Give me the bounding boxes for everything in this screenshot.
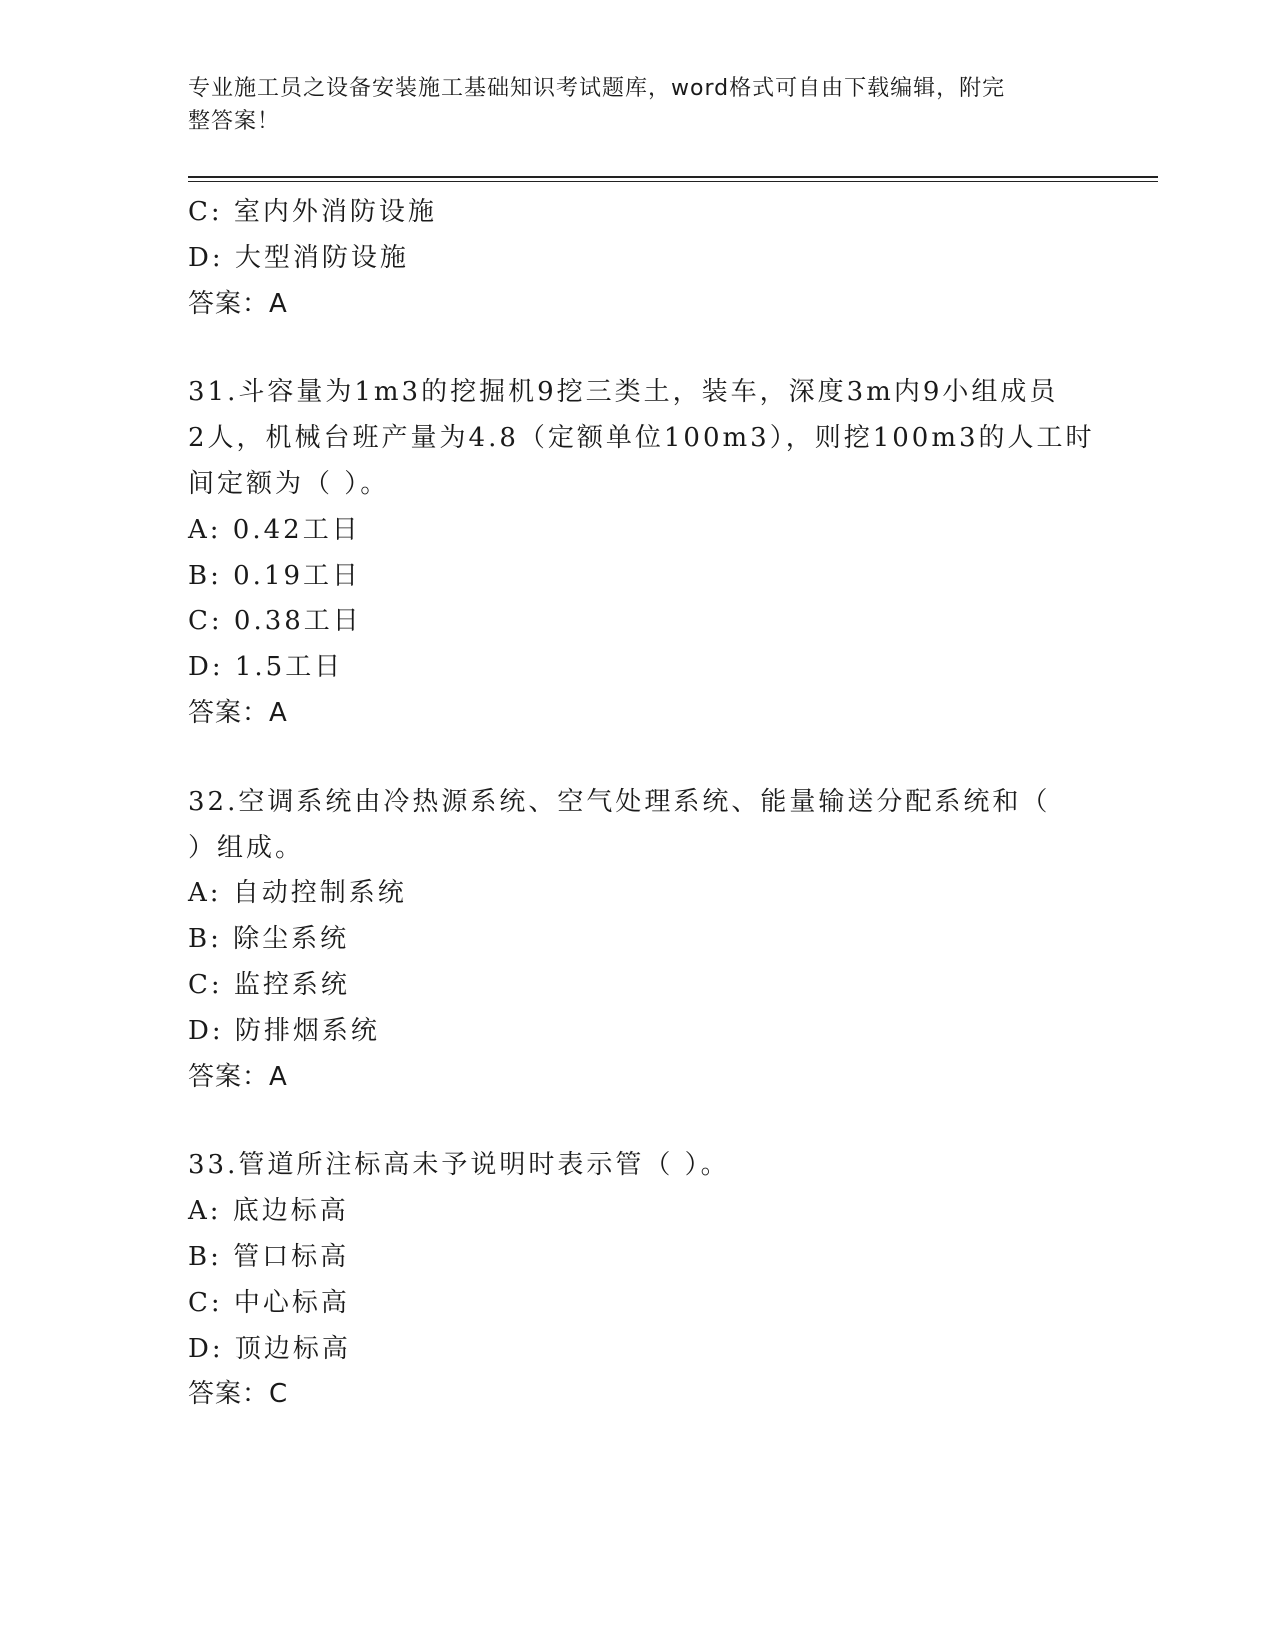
partial-question-block [188,190,1088,327]
header-divider-thick [188,176,1158,178]
option-c: C: 0.38工日 [188,606,362,637]
option-a: A: 自动控制系统 [188,878,407,909]
question-stem-line: 2人，机械台班产量为4.8（定额单位100m3），则挖100m3的人工时 [188,423,1095,454]
question-stem-line: 33.管道所注标高未予说明时表示管（ ）。 [188,1150,730,1181]
spacer [188,1100,1088,1143]
option-a: A: 0.42工日 [188,514,361,545]
question-32-block [188,780,1088,1101]
answer-line: 答案：A [188,288,288,319]
spacer [188,327,1088,370]
question-stem-line: 31.斗容量为1m3的挖掘机9挖三类土，装车，深度3m内9小组成员 [188,377,1059,408]
spacer [188,737,1088,780]
answer-line: 答案：A [188,697,288,728]
question-33-block [188,1143,1088,1418]
page-header [188,72,1068,138]
option-c: C: 监控系统 [188,969,350,1000]
option-b: B: 管口标高 [188,1241,350,1272]
question-31-block [188,370,1095,736]
option-d: D: 顶边标高 [188,1333,351,1364]
question-content [188,190,1095,1418]
question-stem-line: 32.空调系统由冷热源系统、空气处理系统、能量输送分配系统和（ [188,786,1051,817]
option-a: A: 底边标高 [188,1196,349,1227]
answer-line: 答案：C [188,1379,289,1410]
option-d: D: 防排烟系统 [188,1015,380,1046]
option-c: C: 室内外消防设施 [188,197,437,227]
option-b: B: 0.19工日 [188,560,362,591]
option-c: C: 中心标高 [188,1287,350,1318]
question-stem-line: ）组成。 [188,832,305,863]
header-divider-thin [188,181,1158,182]
header-line-1: 专业施工员之设备安装施工基础知识考试题库，word格式可自由下载编辑，附完 [188,76,1006,101]
option-d: D: 1.5工日 [188,652,344,683]
question-stem-line: 间定额为（ ）。 [188,468,390,499]
option-b: B: 除尘系统 [188,924,350,955]
answer-line: 答案：A [188,1061,288,1092]
option-d: D: 大型消防设施 [188,242,409,273]
header-line-2: 整答案！ [188,109,281,134]
